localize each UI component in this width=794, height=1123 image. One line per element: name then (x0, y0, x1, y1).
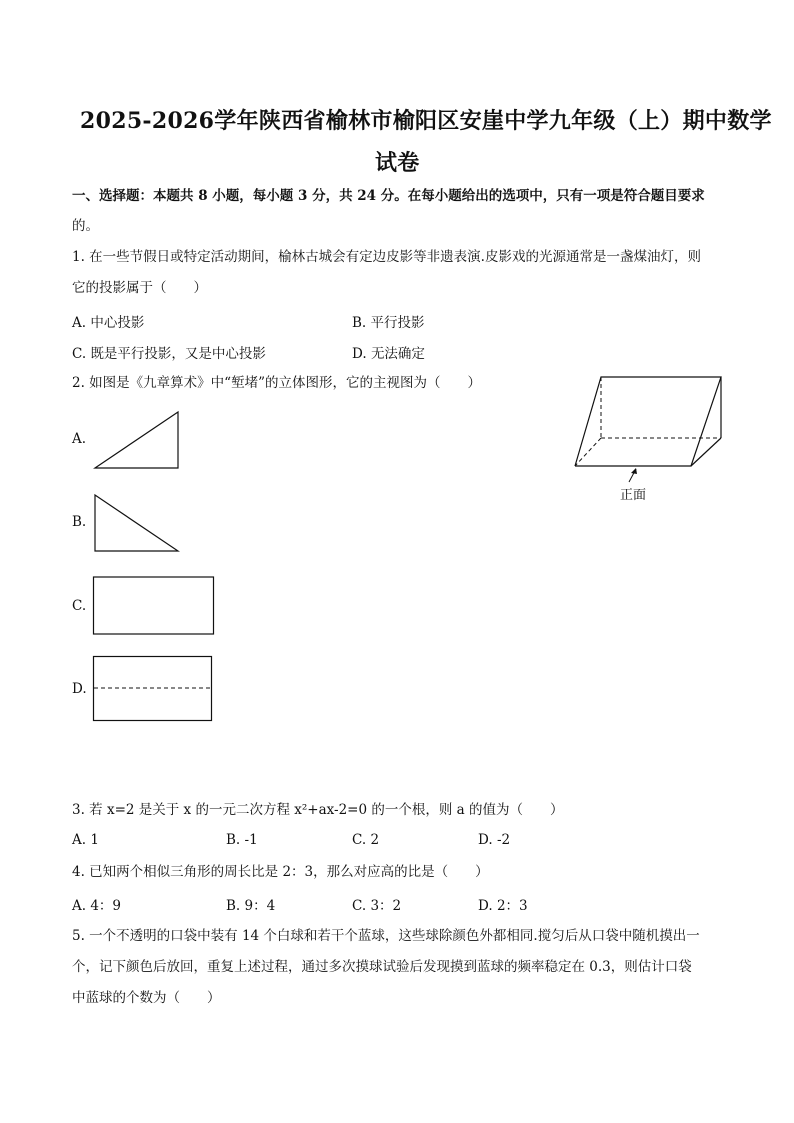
q4-option-a[interactable] (72, 894, 121, 914)
q2-option-a[interactable] (72, 431, 86, 447)
option-text: 4：9 (90, 898, 122, 914)
q2-option-c-rectangle (92, 575, 216, 637)
option-text: 中心投影 (90, 315, 145, 331)
section-heading-line2: 的。 (72, 218, 99, 234)
q2-option-b[interactable] (72, 514, 86, 530)
option-text: 2 (370, 832, 380, 848)
q3-option-a[interactable] (72, 832, 99, 848)
q1-stem-line1: 1. 在一些节假日或特定活动期间，榆林古城会有定边皮影等非遗表演.皮影戏的光源通常是一盏煤油灯，则 (72, 249, 701, 265)
q5-stem-line3: 中蓝球的个数为（ ） (72, 990, 221, 1006)
q1-option-c[interactable] (72, 342, 266, 362)
option-letter: C. (72, 598, 87, 614)
section-heading-line1: 一、选择题：本题共 8 小题，每小题 3 分，共 24 分。在每小题给出的选项中，只有一项是符合题目要求 (72, 188, 705, 204)
option-text: 1 (90, 832, 99, 848)
exam-title-line2: 试卷 (375, 150, 420, 176)
q1-stem-line2: 它的投影属于（ ） (72, 280, 207, 296)
q1-option-a[interactable] (72, 311, 144, 331)
q2-option-c[interactable] (72, 598, 86, 614)
q1-option-b[interactable] (352, 311, 425, 331)
option-text: 3：2 (370, 898, 402, 914)
q3-option-d[interactable] (478, 832, 510, 848)
option-letter: A. (72, 898, 87, 914)
option-letter: B. (226, 898, 241, 914)
q1-option-d[interactable] (352, 342, 425, 362)
option-letter: B. (226, 832, 241, 848)
option-text: 无法确定 (370, 346, 425, 362)
option-letter: C. (72, 346, 87, 362)
option-text: 既是平行投影，又是中心投影 (90, 346, 266, 362)
option-text: -2 (496, 832, 511, 848)
option-letter: D. (352, 346, 367, 362)
option-letter: B. (352, 315, 367, 331)
q4-option-b[interactable] (226, 894, 275, 914)
q5-stem-line2: 个，记下颜色后放回，重复上述过程，通过多次摸球试验后发现摸到蓝球的频率稳定在 0.3，则估计口袋 (72, 959, 692, 975)
option-letter: A. (72, 832, 87, 848)
option-text: 平行投影 (370, 315, 425, 331)
q2-option-b-triangle (92, 492, 182, 554)
q2-figure-label: 正面 (620, 488, 647, 503)
option-text: -1 (244, 832, 258, 848)
option-letter: C. (352, 898, 367, 914)
option-text: 9：4 (244, 898, 276, 914)
q2-prism-figure (570, 372, 730, 502)
q3-option-b[interactable] (226, 832, 258, 848)
option-letter: D. (478, 898, 493, 914)
option-letter: A. (72, 315, 87, 331)
q3-stem-line1: 3. 若 x=2 是关于 x 的一元二次方程 x²+ax-2=0 的一个根，则 a 的值为（ ） (72, 802, 564, 818)
q2-option-d-rectangle-dashed (92, 655, 216, 723)
option-letter: B. (72, 514, 87, 530)
q2-stem-line1: 2. 如图是《九章算术》中“堑堵”的立体图形，它的主视图为（ ） (72, 375, 481, 391)
exam-title-line1: 2025-2026学年陕西省榆林市榆阳区安崖中学九年级（上）期中数学 (80, 108, 772, 134)
option-letter: D. (478, 832, 493, 848)
q3-option-c[interactable] (352, 832, 379, 848)
option-letter: A. (72, 431, 87, 447)
q5-stem-line1: 5. 一个不透明的口袋中装有 14 个白球和若干个蓝球，这些球除颜色外都相同.搅匀后从口袋中随机摸出一 (72, 928, 700, 944)
option-letter: D. (72, 681, 87, 697)
q4-option-c[interactable] (352, 894, 401, 914)
q4-option-d[interactable] (478, 894, 528, 914)
q4-stem-line1: 4. 已知两个相似三角形的周长比是 2：3，那么对应高的比是（ ） (72, 864, 489, 880)
option-letter: C. (352, 832, 367, 848)
option-text: 2：3 (496, 898, 528, 914)
q2-option-a-triangle (92, 409, 182, 471)
q2-option-d[interactable] (72, 681, 87, 697)
